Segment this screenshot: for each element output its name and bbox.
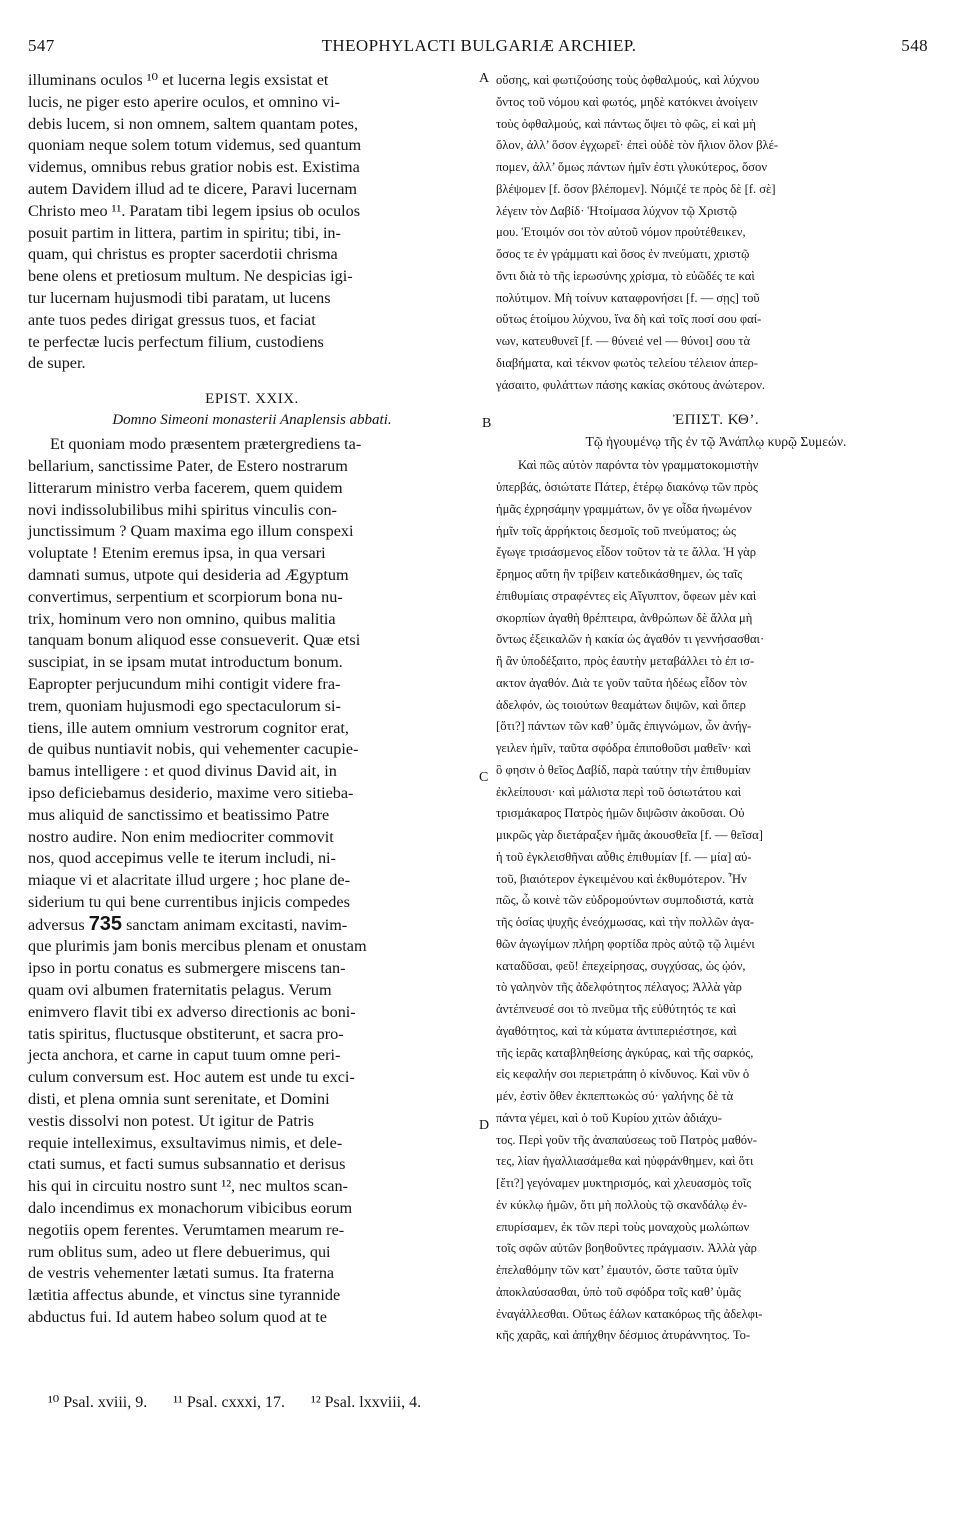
latin-text-line: quam, qui christus es propter sacerdotii chrisma — [28, 245, 338, 264]
greek-text-line: τῆς ὁσίας ψυχῆς ἐνεόχμωσας, καὶ τὴν πολλῶν ἀγα- — [496, 915, 755, 929]
greek-column — [496, 70, 936, 1347]
latin-text-line: vestis dissolvi non potest. Ut igitur de Patris — [28, 1111, 314, 1130]
margin-letter-b: B — [482, 416, 492, 431]
latin-text-line: ctati sumus, et facti sumus subsannatio et derisus — [28, 1155, 346, 1174]
greek-text-line: μου. Ἑτοιμόν σοι τὸν αὐτοῦ νόμον προὐτέθεικεν, — [496, 225, 746, 240]
latin-text-line: Eapropter perjucundum mihi contigit videre fra- — [28, 674, 341, 693]
latin-text-line: illuminans oculos ¹⁰ et lucerna legis exsistat et — [28, 71, 329, 89]
latin-text-line: voluptate ! Etenim eremus ipsa, in qua versari — [28, 544, 326, 563]
greek-text-line: εἰς κεφαλήν σοι περιετράπη ὁ κίνδυνος. Καὶ νῦν ὁ — [496, 1067, 750, 1082]
greek-text-line: ὅλον, ἀλλ’ ὅσον ἐγχωρεῖ· ἐπεὶ οὐδὲ τὸν ἥλιον ὅλον βλέ- — [496, 138, 779, 153]
latin-epistle-subheading: Domno Simeoni monasterii Anaplensis abbati. — [112, 412, 392, 429]
greek-epistle-subheading: Τῷ ἡγουμένῳ τῆς ἐν τῷ Ἀνάπλῳ κυρῷ Συμεών. — [585, 434, 847, 450]
greek-text-line: τρισμάκαρος Πατρὸς ἡμῶν διψῶσιν ἀκοῦσαι. Οὐ — [496, 806, 745, 821]
latin-text-line: Christo meo ¹¹. Paratam tibi legem ipsius ob oculos — [28, 201, 361, 220]
greek-text-line: βλέψομεν [f. ὅσον βλέπομεν]. Νόμιζέ τε πρὸς δὲ [f. σὲ] — [496, 181, 776, 196]
greek-text-line: πομεν, ἀλλ’ ὅμως πάντων ἡμῖν ἐστι γλυκύτερος, ὅσον — [496, 160, 768, 174]
greek-text-line: μέν, ἐστὶν ὅθεν ἐκπεπτωκὼς σύ· γαλήνης δὲ τὰ — [496, 1089, 734, 1103]
greek-text-line: γάσαιτο, φυλάττων πάσης κακίας σκότους ἀνώτερον. — [496, 377, 766, 392]
greek-text-line: ἡμᾶς ἐχρησάμην γραμμάτων, ὅν γε οἶδα ἡνωμένον — [496, 501, 752, 516]
latin-text-line: abductus fui. Id autem habeo solum quod at te — [28, 1308, 327, 1327]
margin-letter-a: A — [479, 71, 490, 86]
latin-text-line: tatis spiritus, fluctusque obstiterunt, et sacra pro- — [28, 1024, 344, 1043]
latin-text-line: lucis, ne piger esto aperire oculos, et omnino vi- — [28, 92, 340, 111]
latin-text-line: ante tuos pedes dirigat gressus tuos, et faciat — [28, 310, 316, 329]
greek-text-line: τοὺς ὀφθαλμούς, καὶ πάντως ὄψει τὸ φῶς, εἰ καὶ μὴ — [496, 116, 756, 131]
footnote: ¹² Psal. lxxviii, 4. — [311, 1394, 422, 1411]
greek-text-line: ἐκλείπουσι· καὶ μάλιστα περὶ τοῦ ὁσιωτάτου καὶ — [496, 784, 742, 799]
greek-text-line: νων, κατευθυνεῖ [f. — θύνειέ vel — θύνοι] σου τὰ — [496, 334, 751, 348]
greek-text-line: ἐπελαθόμην τῶν κατ’ ἐμαυτόν, ὥστε ταῦτα ὑμῖν — [496, 1263, 739, 1277]
greek-epistle-heading: ἘΠΙΣΤ. ΚΘ’. — [672, 412, 760, 429]
latin-text-line: autem Davidem illud ad te dicere, Paravi lucernam — [28, 179, 358, 198]
greek-text-line: καταδῦσαι, φεῦ! ἐπεχείρησας, συγχύσας, ὡς ᾠόν, — [496, 958, 746, 973]
greek-text-line: [ἔτι?] γεγόναμεν μυκτηρισμός, καὶ χλευασμὸς τοῖς — [496, 1176, 752, 1190]
greek-text-line: ἀδελφόν, ὡς τοιούτων θεαμάτων διψῶν, καὶ ὅπερ — [496, 697, 746, 712]
latin-epistle-text-continued — [28, 936, 476, 1328]
page-number-right: 548 — [901, 36, 928, 55]
latin-text-line: que plurimis jam bonis mercibus plenam et onustam — [28, 937, 367, 956]
latin-text-line: videmus, omnibus rebus gratior nobis est. Existima — [28, 158, 360, 177]
greek-text-line: γειλεν ἡμῖν, ταῦτα σφόδρα ἐπιποθοῦσι μαθεῖν· καὶ — [496, 741, 751, 755]
greek-text-line: ἀποκλαύσασθαι, ὑπὸ τοῦ σφόδρα τοῖς καθ’ ὑμᾶς — [496, 1284, 741, 1299]
page-number-left: 547 — [28, 36, 55, 55]
greek-text-line: ἡμῖν τοῖς ἀρρήκτοις δεσμοῖς τοῦ πνεύματος; ὡς — [496, 523, 736, 538]
greek-text-line: τὸ γαληνὸν τῆς ἀδελφότητος πέλαγος; Ἀλλὰ γὰρ — [496, 980, 742, 995]
latin-text-line: nos, quod accepimus velle te iterum includi, ni- — [28, 849, 336, 868]
latin-epistle-heading: EPIST. XXIX. — [205, 391, 299, 408]
margin-letter-d: D — [479, 1118, 490, 1133]
latin-text-line: tiens, ille autem omnium vestrorum cognitor erat, — [28, 718, 349, 737]
footnote: ¹⁰ Psal. xviii, 9. — [48, 1394, 148, 1411]
latin-text-line: miaque vi et alacritate illud urgere ; hoc plane de- — [28, 871, 350, 890]
greek-text-line: τῆς ἱερᾶς καταβληθείσης ἀγκύρας, καὶ τῆς σαρκός, — [496, 1045, 754, 1060]
greek-text-line: ἢ ἂν ὑποδέξαιτο, πρὸς ἑαυτὴν μεταβάλλει τὸ ἐπ ισ- — [496, 654, 755, 668]
latin-text-line: tanquam bonum aliquod esse consueverit. Quæ etsi — [28, 631, 361, 650]
greek-text-line: σκορπίων ἀγαθὴ θρέπτειρα, ἀνθρώπων δὲ ἄλλα μὴ — [496, 610, 753, 625]
latin-text-line: litterarum ministro verba facerem, quem quidem — [28, 478, 343, 497]
latin-text-line: quoniam neque solem totum videmus, sed quantum — [28, 136, 362, 155]
greek-text-line: ἐν κύκλῳ ἡμῶν, ὅτι μὴ πολλοὺς τῷ σκανδάλῳ ἐν- — [496, 1197, 748, 1212]
latin-text-line: novi indissolubilibus mihi spiritus vinculis con- — [28, 500, 337, 519]
latin-text-line: posuit partim in littera, partim in spiritu; tibi, in- — [28, 223, 341, 242]
latin-text-line: disti, et plena omnia sunt serenitate, et Domini — [28, 1090, 330, 1109]
latin-text-line: Et quoniam modo præsentem prætergrediens ta- — [50, 435, 362, 454]
greek-text-line: τος. Περὶ γοῦν τῆς ἀναπαύσεως τοῦ Πατρὸς μαθόν- — [496, 1132, 757, 1147]
greek-text-line: [ὅτι?] πάντων τῶν καθ’ ὑμᾶς ἐπιγνώμων, ὧν ἀνήγ- — [496, 719, 752, 734]
greek-epistle-text — [496, 455, 936, 1347]
latin-text-line: de vestris vehementer lætati sumus. Ita fraterna — [28, 1264, 335, 1283]
latin-text-line: damnati sumus, utpote qui desideria ad Ægyptum — [28, 565, 349, 584]
latin-text-line: rum oblitus sum, adeo ut flere debuerimus, qui — [28, 1242, 331, 1261]
running-title: THEOPHYLACTI BULGARIÆ ARCHIEP. — [321, 36, 637, 55]
greek-text-line: πῶς, ὦ κοινὲ τῶν εὐδρομούντων συμποδιστά, κατὰ — [496, 893, 754, 908]
latin-text-line: convertimus, serpentium et scorpiorum bona nu- — [28, 587, 343, 606]
greek-text-line: τες, λίαν ἠγαλλιασάμεθα καὶ ηὐφράνθημεν, καὶ ὅτι — [496, 1154, 754, 1169]
greek-text-line: ἀγαθότητος, καὶ τὰ κύματα ἀντιπεριέστησε, καὶ — [496, 1023, 737, 1038]
latin-text-line: trem, quoniam hujusmodi ego spectaculorum si- — [28, 696, 341, 715]
latin-text-line: de quibus nuntiavit nobis, qui vehementer cacupie- — [28, 740, 359, 759]
latin-text-line: tur lucernam hujusmodi tibi paratam, ut lucens — [28, 288, 331, 307]
latin-text-line: mus aliquid de sanctissimo et beatissimo Patre — [28, 805, 330, 824]
greek-text-line: επυρίσαμεν, ἐκ τῶν περὶ τοὺς μοναχοὺς μωλώπων — [496, 1219, 750, 1234]
latin-text-line: de super. — [28, 354, 86, 373]
greek-text-line: ὅσος τε ἐν γράμματι καὶ ὅσος ἐν πνεύματι, χριστῷ — [496, 247, 750, 261]
greek-text-line: ἀντέπνευσέ σοι τὸ πνεῦμα τῆς εὐθύτητός τε καὶ — [496, 1002, 737, 1016]
greek-text-line: ἐναγάλλεσθαι. Οὕτως ἑάλων κατακόρως τῆς ἀδελφι- — [496, 1306, 763, 1321]
greek-text-line: οὕτως ἑτοίμου λύχνου, ἵνα δὴ καὶ τοῖς ποσί σου φαί- — [496, 312, 762, 327]
latin-text-line: dalo incendimus ex monachorum vibicibus eorum — [28, 1199, 353, 1218]
latin-text-line: requie intelleximus, exsultavimus nimis, et dele- — [28, 1133, 343, 1152]
latin-column — [28, 70, 476, 1329]
latin-line-start: adversus — [28, 915, 85, 934]
latin-text-line: bellarium, sanctissime Pater, de Estero nostrarum — [28, 456, 348, 475]
latin-text-line: negotiis opem ferentes. Verumtamen mearum re- — [28, 1220, 345, 1239]
latin-text-line: culum conversum est. Hoc autem est unde tu exci- — [28, 1068, 355, 1087]
margin-letter-c: C — [479, 770, 489, 785]
latin-epistle-text — [28, 434, 476, 914]
latin-text-line: debis lucem, si non omnem, saltem quantam potes, — [28, 114, 358, 133]
greek-text-line: πολύτιμον. Μὴ τοίνυν καταφρονήσει [f. — σῃς] τοῦ — [496, 290, 760, 305]
greek-text-line: ὑπερβάς, ὁσιώτατε Πάτερ, ἑτέρῳ διακόνῳ τῶν πρὸς — [496, 480, 758, 494]
latin-text-line: bamus intelligere : et quod divinus David ait, in — [28, 762, 337, 781]
greek-text-line: ἐπιθυμίαις στραφέντες εἰς Αἴγυπτον, ὄφεων μὲν καὶ — [496, 588, 757, 603]
column-number: 735 — [88, 912, 123, 935]
latin-intro-text — [28, 70, 476, 375]
latin-text-line: his qui in circuitu nostro sunt ¹², nec multos scan- — [28, 1177, 348, 1196]
greek-text-line: ἡ τοῦ ἐγκλεισθῆναι αὖθις ἐπιθυμίαν [f. — μία] αὐ- — [496, 849, 752, 864]
greek-text-line: ακτον ἀγαθόν. Διὰ τε γοῦν ταῦτα ἡδέως εἶδον τὸν — [496, 675, 747, 690]
greek-text-line: λέγειν τὸν Δαβίδ· Ἡτοίμασα λύχνον τῷ Χριστῷ — [496, 203, 737, 218]
greek-text-line: Καὶ πῶς αὐτὸν παρόντα τὸν γραμματοκομιστὴν — [518, 458, 759, 473]
greek-text-line: ἔγωγε τρισάσμενος εἶδον τοῦτον τὰ τε ἄλλα. Ἡ γὰρ — [496, 545, 756, 560]
greek-text-line: ὄντως ἐξεικαλῶν ἡ κακία ὡς ἀγαθόν τι γεννήσασθαι· — [496, 632, 765, 647]
latin-text-line: junctissimum ? Quam maxima ego illum conspexi — [28, 522, 354, 541]
greek-text-line: διαβήματα, καὶ τέκνον φωτὸς τελείου τέλειον ἀπερ- — [496, 355, 758, 370]
latin-text-line: ipso in portu conatus es submergere miscens tan- — [28, 959, 346, 978]
greek-text-line: θῶν ἀγωγίμων πλήρη φορτίδα πρὸς αὐτῷ τῷ λιμένι — [496, 936, 755, 951]
greek-intro-text — [496, 70, 936, 396]
greek-text-line: ὄντος τοῦ νόμου καὶ φωτός, μηδὲ κατόκνει ἀνοίγειν — [496, 94, 758, 109]
greek-text-line: κῆς χαρᾶς, καὶ ἀπήχθην δέσμιος ἀτυράννητος. Το- — [496, 1328, 751, 1343]
greek-text-line: τοῖς σφῶν αὐτῶν βοηθοῦντες πράγμασιν. Ἀλλὰ γὰρ — [496, 1241, 757, 1256]
footnotes — [48, 1392, 443, 1412]
latin-text-line: trix, hominum vero non omnino, quibus malitia — [28, 609, 336, 628]
latin-text-line — [28, 914, 476, 937]
latin-text-line: ipso deficiebamus desiderio, maxime vero sitieba- — [28, 783, 354, 802]
latin-text-line: bene olens et pretiosum multum. Ne despicias igi- — [28, 267, 353, 286]
latin-text-line: siderium tu qui bene currentibus injicis compedes — [28, 892, 350, 911]
latin-line-end: sanctam animam excitasti, navim- — [126, 915, 348, 934]
latin-text-line: nostro audire. Non enim mediocriter commovit — [28, 827, 334, 846]
latin-text-line: te perfectæ lucis perfectum filium, custodiens — [28, 332, 324, 351]
latin-text-line: quam ovi albumen fraternitatis pelagus. Verum — [28, 981, 332, 1000]
greek-text-line: ἔρημος αὕτη ἣν τρίβειν κατεδικάσθημεν, ὡς ταῖς — [496, 567, 743, 581]
latin-text-line: jecta anchora, et carne in caput tuum omne peri- — [28, 1046, 341, 1065]
greek-text-line: οὔσης, καὶ φωτιζούσης τοὺς ὀφθαλμούς, καὶ λύχνου — [496, 73, 760, 87]
greek-text-line: πάντα γέμει, καὶ ὁ τοῦ Κυρίου χιτὼν ἀδιάχυ- — [496, 1110, 722, 1125]
greek-text-line: ὃ φησιν ὁ θεῖος Δαβίδ, παρὰ ταύτην τὴν ἐπιθυμίαν — [496, 762, 751, 777]
greek-text-line: ὄντι διὰ τὸ τῆς ἱερωσύνης χρίσμα, τὸ εὐῶδές τε καὶ — [496, 268, 755, 283]
greek-text-line: μικρῶς γὰρ διετάραξεν ἡμᾶς ἀκουσθεῖα [f. — θεῖσα] — [496, 828, 763, 842]
greek-text-line: τοῦ, βιαιότερον ἐγκειμένου καὶ ἐκθυμότερον. Ἦν — [496, 871, 747, 886]
latin-text-line: enimvero flavit tibi ex adverso directionis ac boni- — [28, 1002, 356, 1021]
latin-text-line: suscipiat, in se ipsam mutat introductum bonum. — [28, 653, 343, 672]
latin-text-line: lætitia affectus abunde, et vinctus sine tyrannide — [28, 1286, 341, 1305]
footnote: ¹¹ Psal. cxxxi, 17. — [173, 1394, 286, 1411]
